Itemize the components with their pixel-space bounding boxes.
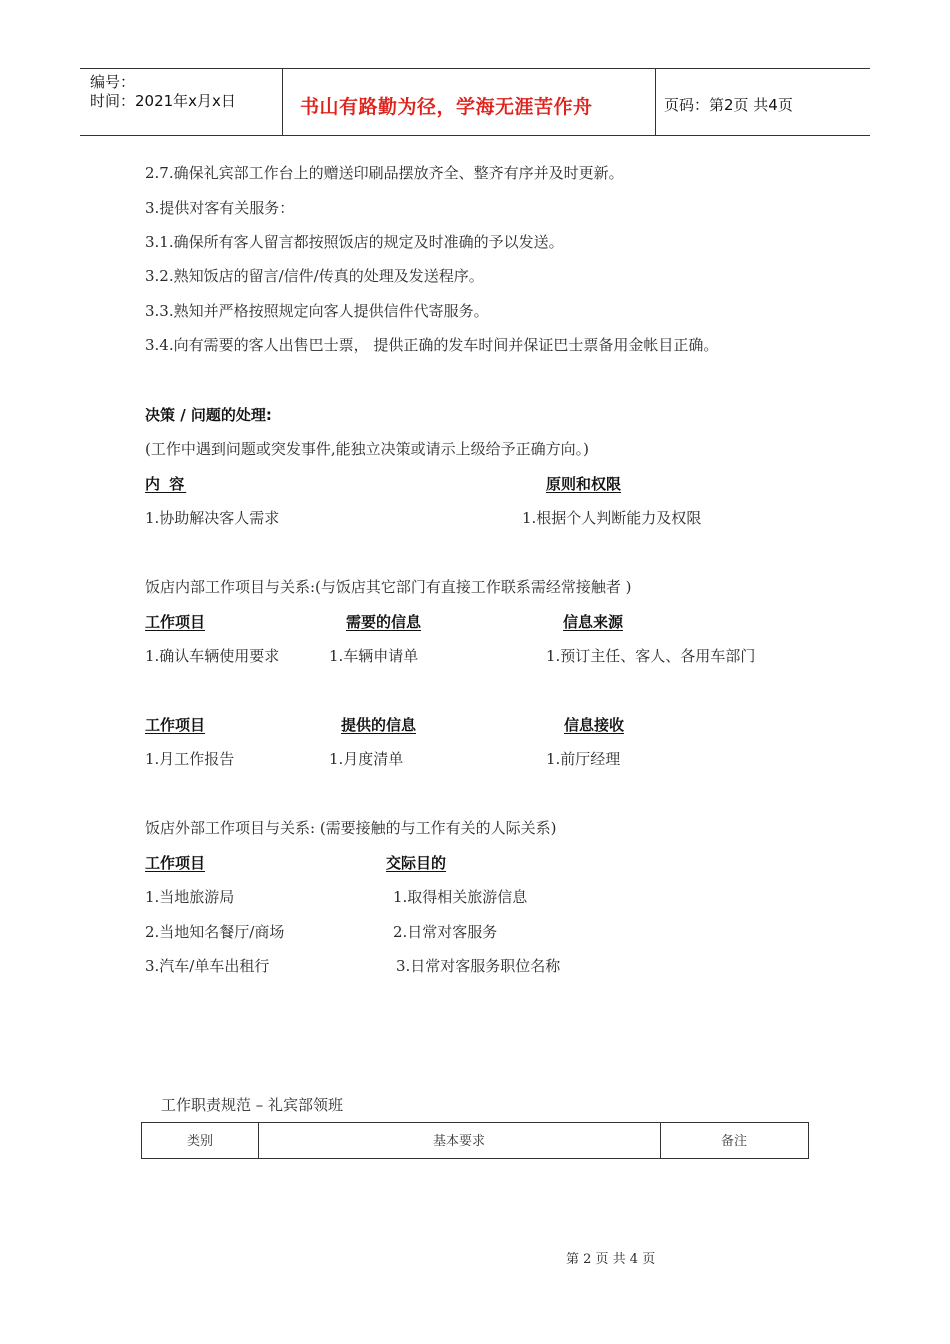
internal-title: 饭店内部工作项目与关系:(与饭店其它部门有直接工作联系需经常接触者 ) <box>145 578 632 596</box>
decision-row1-principle: 1.根据个人判断能力及权限 <box>522 509 702 527</box>
internal-t2-r1-item: 1.月工作报告 <box>145 750 235 768</box>
internal-t2-col-receiver: 信息接收 <box>564 716 625 734</box>
external-row-item: 2.当地知名餐厅/商场 <box>145 923 285 941</box>
external-row-purpose: 3.日常对客服务职位名称 <box>396 957 561 975</box>
external-col-purpose: 交际目的 <box>386 854 447 872</box>
internal-t2-col-item: 工作项目 <box>145 716 206 734</box>
header-bottom-rule <box>80 135 870 136</box>
internal-t1-r1-info: 1.车辆申请单 <box>329 647 419 665</box>
spec-title: 工作职责规范 – 礼宾部领班 <box>161 1096 344 1114</box>
item-3-3: 3.3.熟知并严格按照规定向客人提供信件代寄服务。 <box>145 302 489 320</box>
external-row-item: 3.汽车/单车出租行 <box>145 957 270 975</box>
header-motto: 书山有路勤为径，学海无涯苦作舟 <box>300 96 593 118</box>
spec-col-requirement: 基本要求 <box>432 1134 485 1149</box>
item-3: 3.提供对客有关服务： <box>145 199 295 217</box>
item-3-4: 3.4.向有需要的客人出售巴士票， 提供正确的发车时间并保证巴士票备用金帐目正确。 <box>145 336 719 354</box>
header-top-rule <box>80 68 870 69</box>
external-col-item: 工作项目 <box>145 854 206 872</box>
spec-col-category: 类别 <box>186 1134 213 1149</box>
item-3-2: 3.2.熟知饭店的留言/信件/传真的处理及发送程序。 <box>145 267 484 285</box>
internal-t2-col-info-provided: 提供的信息 <box>341 716 417 734</box>
spec-table <box>141 1122 809 1159</box>
header-divider-left <box>282 68 283 135</box>
item-3-1: 3.1.确保所有客人留言都按照饭店的规定及时准确的予以发送。 <box>145 233 564 251</box>
decision-row1-content: 1.协助解决客人需求 <box>145 509 280 527</box>
external-title: 饭店外部工作项目与关系: (需要接触的与工作有关的人际关系) <box>145 819 557 837</box>
internal-t1-r1-item: 1.确认车辆使用要求 <box>145 647 280 665</box>
spec-col-remark: 备注 <box>720 1134 747 1149</box>
document-number-label: 编号： <box>90 73 136 91</box>
footer-page-number: 第 2 页 共 4 页 <box>566 1252 656 1267</box>
internal-t2-r1-info: 1.月度清单 <box>329 750 404 768</box>
document-date: 时间：2021年x月x日 <box>90 92 236 110</box>
decision-col-content: 内 容 <box>145 475 187 493</box>
decision-col-principle: 原则和权限 <box>546 475 622 493</box>
header-divider-right <box>655 68 656 135</box>
internal-t2-r1-receiver: 1.前厅经理 <box>546 750 621 768</box>
decision-note: (工作中遇到问题或突发事件,能独立决策或请示上级给予正确方向。) <box>145 440 589 458</box>
internal-t1-col-source: 信息来源 <box>563 613 624 631</box>
internal-t1-col-item: 工作项目 <box>145 613 206 631</box>
item-2-7: 2.7.确保礼宾部工作台上的赠送印刷品摆放齐全、整齐有序并及时更新。 <box>145 164 624 182</box>
internal-t1-col-info-needed: 需要的信息 <box>346 613 422 631</box>
header-page-indicator: 页码：第2页 共4页 <box>664 96 793 114</box>
internal-t1-r1-source: 1.预订主任、客人、各用车部门 <box>546 647 756 665</box>
external-row-item: 1.当地旅游局 <box>145 888 235 906</box>
external-row-purpose: 1.取得相关旅游信息 <box>393 888 528 906</box>
decision-title: 决策 / 问题的处理: <box>145 406 272 424</box>
external-row-purpose: 2.日常对客服务 <box>393 923 498 941</box>
